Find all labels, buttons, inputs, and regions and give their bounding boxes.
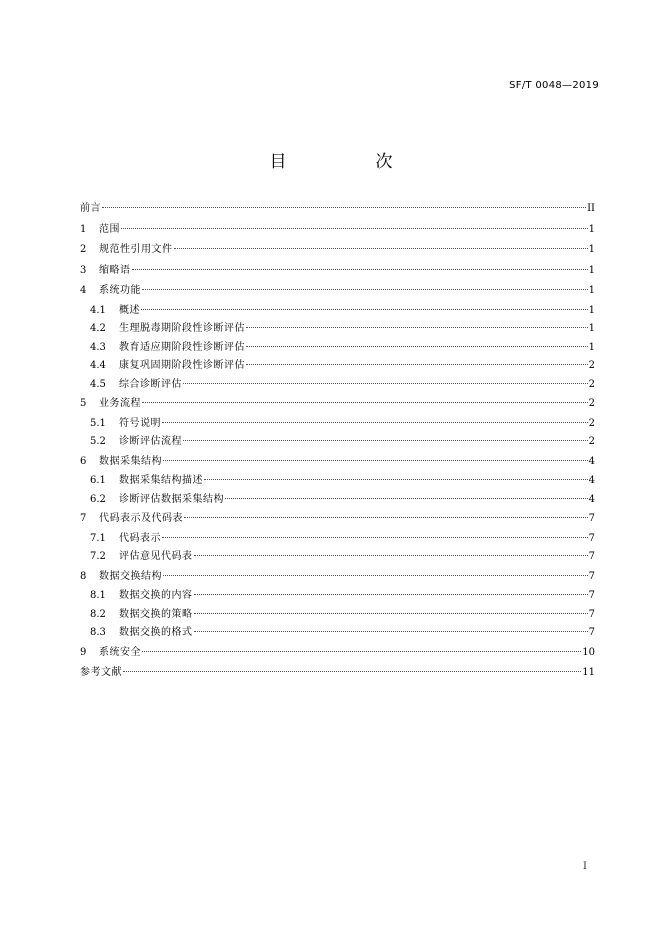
toc-entry-number: 6.2 (90, 493, 106, 505)
toc-entry-page: II (587, 203, 595, 214)
toc-entry-page: 1 (588, 244, 595, 255)
toc-entry-number: 6.1 (90, 475, 106, 486)
toc-entry-number: 6 (80, 455, 87, 467)
toc-entry-title: 业务流程 (99, 398, 141, 409)
toc-entry[interactable] (80, 567, 595, 588)
page-number: I (583, 861, 587, 872)
toc-entry-number: 8.3 (90, 627, 106, 638)
dot-leader (184, 517, 588, 518)
toc-entry-title: 参考文献 (80, 667, 122, 678)
toc-entry[interactable] (80, 587, 595, 606)
dot-leader (163, 575, 588, 576)
toc-entry-page: 11 (582, 667, 595, 678)
dot-leader (246, 364, 588, 365)
toc-entry-number: 8.1 (90, 590, 106, 601)
toc-entry-number: 5 (80, 398, 87, 409)
toc-entry-title: 康复巩固期阶段性诊断评估 (119, 360, 245, 371)
toc-entry[interactable] (80, 491, 595, 510)
toc-entry-number: 3 (80, 264, 87, 276)
toc-entry-page: 7 (588, 627, 595, 638)
dot-leader (183, 383, 588, 384)
toc-entry-number: 7.1 (90, 532, 106, 544)
toc-entry-page: 2 (588, 417, 595, 429)
toc-entry[interactable] (80, 357, 595, 376)
toc-entry[interactable] (80, 452, 595, 473)
toc-entry-title: 数据交换的内容 (119, 590, 193, 601)
toc-entry[interactable] (80, 624, 595, 643)
toc-entry-number: 4.3 (90, 341, 106, 353)
toc-entry-number: 2 (80, 244, 87, 255)
dot-leader (123, 671, 581, 672)
toc-entry[interactable] (80, 220, 595, 241)
toc-entry[interactable] (80, 302, 595, 321)
toc-entry[interactable] (80, 261, 595, 282)
dot-leader (142, 289, 588, 290)
toc-entry[interactable] (80, 643, 595, 664)
toc-entry-page: 1 (588, 223, 595, 235)
dot-leader (121, 228, 588, 229)
dot-leader (142, 651, 581, 652)
toc-entry-title: 代码表示及代码表 (99, 513, 183, 524)
toc-entry-page: 10 (582, 646, 595, 658)
toc-entry-page: 7 (588, 532, 595, 544)
dot-leader (142, 402, 588, 403)
toc-entry-number: 7.2 (90, 551, 106, 562)
toc-entry-page: 1 (588, 264, 595, 276)
dot-leader (132, 269, 588, 270)
toc-entry-page: 4 (588, 493, 595, 505)
table-of-contents (80, 199, 595, 684)
toc-entry-page: 1 (588, 341, 595, 353)
toc-entry-title: 缩略语 (99, 264, 131, 276)
toc-entry-number: 1 (80, 223, 87, 235)
toc-entry-page: 2 (588, 360, 595, 371)
toc-entry[interactable] (80, 199, 595, 220)
toc-entry-number: 8 (80, 570, 87, 582)
dot-leader (204, 479, 588, 480)
toc-entry-page: 1 (588, 285, 595, 296)
toc-entry-title: 生理脱毒期阶段性诊断评估 (119, 323, 245, 334)
toc-entry[interactable] (80, 509, 595, 530)
dot-leader (174, 248, 588, 249)
toc-entry-page: 1 (588, 304, 595, 316)
toc-entry-page: 7 (588, 570, 595, 582)
toc-entry-title: 教育适应期阶段性诊断评估 (119, 341, 245, 353)
toc-entry-page: 7 (588, 590, 595, 601)
toc-entry-number: 4.2 (90, 323, 106, 334)
toc-entry[interactable] (80, 376, 595, 395)
toc-entry[interactable] (80, 339, 595, 358)
toc-entry-title: 评估意见代码表 (119, 551, 193, 562)
dot-leader (162, 422, 588, 423)
toc-entry-page: 7 (588, 551, 595, 562)
toc-entry-title: 系统功能 (99, 285, 141, 296)
toc-entry-page: 7 (588, 513, 595, 524)
dot-leader (194, 594, 588, 595)
toc-entry[interactable] (80, 281, 595, 302)
toc-entry-title: 数据交换的策略 (119, 608, 193, 620)
dot-leader (194, 555, 588, 556)
toc-entry[interactable] (80, 433, 595, 452)
toc-entry[interactable] (80, 472, 595, 491)
toc-entry[interactable] (80, 530, 595, 549)
dot-leader (194, 631, 588, 632)
toc-entry-number: 7 (80, 513, 87, 524)
toc-entry-number: 4 (80, 285, 87, 296)
toc-entry[interactable] (80, 548, 595, 567)
toc-entry-page: 1 (588, 323, 595, 334)
toc-entry-title: 诊断评估流程 (119, 436, 182, 447)
toc-entry[interactable] (80, 663, 595, 684)
document-code: SF/T 0048—2019 (509, 80, 599, 91)
toc-entry-number: 9 (80, 646, 87, 658)
toc-entry-title: 数据交换的格式 (119, 627, 193, 638)
dot-leader (163, 460, 588, 461)
dot-leader (102, 207, 586, 208)
toc-entry[interactable] (80, 606, 595, 625)
dot-leader (246, 327, 588, 328)
toc-entry-page: 4 (588, 455, 595, 467)
toc-entry-number: 5.1 (90, 417, 106, 429)
toc-entry[interactable] (80, 394, 595, 415)
toc-entry-title: 概述 (119, 304, 140, 316)
toc-entry-number: 4.4 (90, 360, 106, 371)
toc-entry-title: 数据采集结构描述 (119, 475, 203, 486)
toc-entry-page: 2 (588, 398, 595, 409)
toc-entry-number: 8.2 (90, 608, 106, 620)
toc-entry-title: 规范性引用文件 (99, 244, 173, 255)
toc-entry[interactable] (80, 415, 595, 434)
toc-entry-page: 7 (588, 608, 595, 620)
toc-entry-number: 4.1 (90, 304, 106, 316)
toc-entry-title: 代码表示 (119, 532, 161, 544)
toc-entry-page: 2 (588, 436, 595, 447)
toc-entry-title: 符号说明 (119, 417, 161, 429)
toc-entry-title: 综合诊断评估 (119, 378, 182, 390)
dot-leader (162, 537, 588, 538)
dot-leader (141, 309, 588, 310)
toc-entry-page: 4 (588, 475, 595, 486)
dot-leader (246, 346, 588, 347)
dot-leader (183, 440, 588, 441)
toc-entry[interactable] (80, 240, 595, 261)
toc-entry-number: 4.5 (90, 378, 106, 390)
dot-leader (225, 498, 588, 499)
toc-entry-title: 范围 (99, 223, 120, 235)
toc-title: 目 次 (269, 152, 429, 172)
dot-leader (194, 613, 588, 614)
toc-entry-title: 诊断评估数据采集结构 (119, 493, 224, 505)
toc-entry[interactable] (80, 320, 595, 339)
toc-entry-number: 5.2 (90, 436, 106, 447)
toc-entry-title: 前言 (80, 203, 101, 214)
toc-entry-title: 系统安全 (99, 646, 141, 658)
toc-entry-title: 数据交换结构 (99, 570, 162, 582)
toc-entry-title: 数据采集结构 (99, 455, 162, 467)
toc-entry-page: 2 (588, 378, 595, 390)
